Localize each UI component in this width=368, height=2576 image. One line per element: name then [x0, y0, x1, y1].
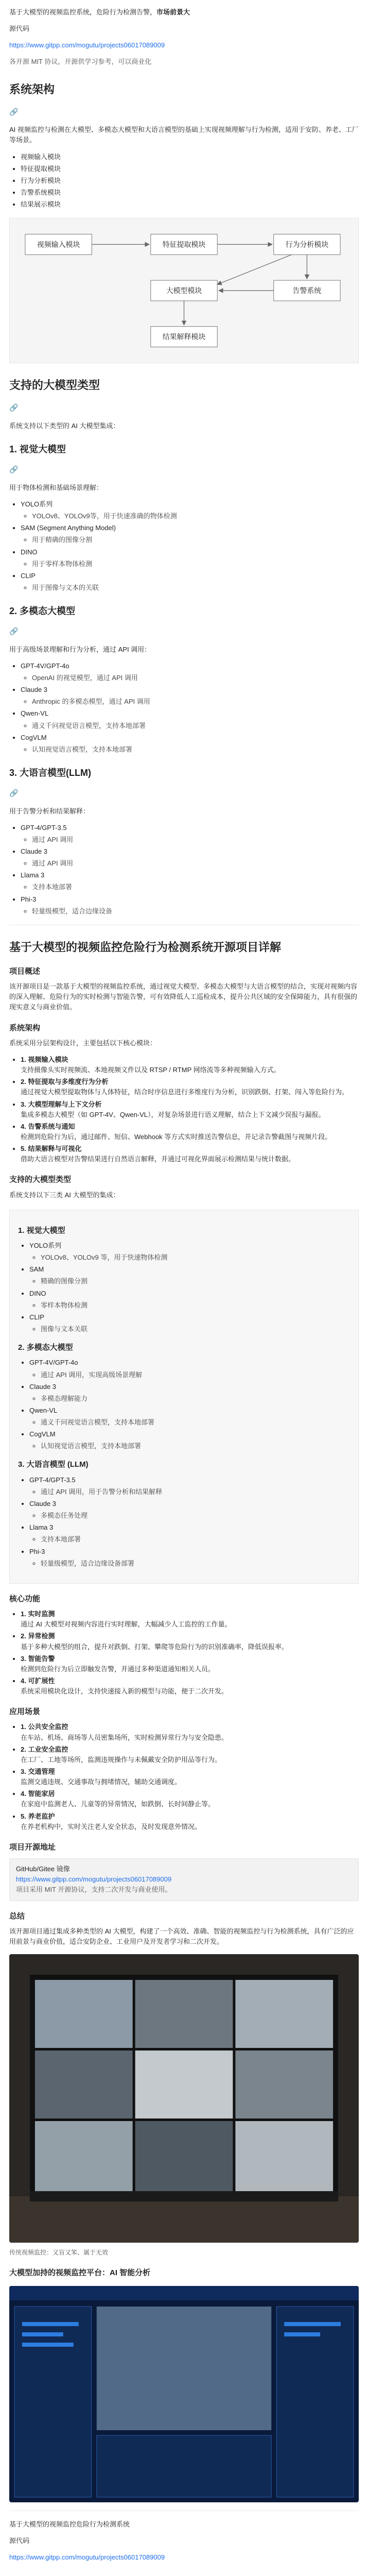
repo-title: 项目开源地址 [9, 1842, 56, 1852]
arch-list-item: • 结果展示模块 [21, 199, 359, 210]
llm-list [9, 823, 359, 917]
support-desc: 系统支持以下三类 AI 大模型的集成： [9, 1191, 120, 1199]
detail-title: 基于大模型的视频监控危险行为检测系统开源项目详解 [9, 940, 282, 954]
sub-item: ◦ 通义千问视觉语言模型，支持本地部署 [32, 721, 359, 731]
sub-item: ◦ 用于零样本物体检测 [32, 559, 359, 569]
architecture-diagram [9, 218, 359, 363]
list-item: • DINO ◦ 用于零样本物体检测 [21, 547, 359, 569]
arch-list-item: • 视频输入模块 [21, 152, 359, 162]
repo-note: 项目采用 MIT 开源协议，支持二次开发与商业使用。 [16, 1886, 172, 1894]
sub-item: ◦ 用于图像与文本的关联 [32, 583, 359, 593]
list-item: • 3. 交通管理 监测交通违规、交通事故与拥堵情况，辅助交通调度。 [21, 1767, 359, 1787]
models-title: 支持的大模型类型 [9, 379, 100, 392]
list-item: • GPT-4/GPT-3.5 ◦ 通过 API 调用 [21, 823, 359, 845]
anchor-link-icon[interactable]: 🔗 [9, 107, 19, 116]
multimodal-title: 2. 多模态大模型 [9, 606, 76, 617]
list-item: • 5. 结果解释与可视化 借助大语言模型对告警结果进行自然语言解释，并通过可视化界面展示检测结果与统计数据。 [21, 1144, 359, 1164]
tech-vision-list [18, 1241, 350, 1334]
llm-title: 3. 大语言模型(LLM) [9, 767, 91, 778]
sub-item: ◦ 用于精确的图像分割 [32, 535, 359, 545]
sub-item: ◦ 通过 API 调用 [32, 835, 359, 845]
llm-desc: 用于告警分析和结果解释： [9, 807, 90, 815]
diagram-node-feature-label: 特征提取模块 [162, 241, 206, 249]
list-item: • 4. 可扩展性 系统采用模块化设计，支持快速接入新的模型与功能，便于二次开发。 [21, 1676, 359, 1697]
arch-desc: AI 视频监控与检测在大模型、多模态大模型和大语言模型的基础上实现视频理解与行为检测，适用于安防、养老、工厂等场景。 [9, 126, 359, 144]
repo-card[interactable] [9, 1858, 359, 1901]
list-item: • CogVLM ◦ 认知视觉语言模型，支持本地部署 [29, 1429, 350, 1451]
intro-note: 各开源 MIT 协议，开源供学习参考，可以商业化 [9, 58, 152, 66]
list-item: • Phi-3 ◦ 轻量级模型，适合边缘设备 [21, 894, 359, 917]
outro-url-link[interactable]: https://www.gitpp.com/mogutu/projects06017089009 [9, 2553, 165, 2562]
list-item: • Phi-3 ◦ 轻量级模型，适合边缘设备部署 [29, 1547, 350, 1569]
sub-item: ◦ YOLOv8、YOLOv9等，用于快速准确的物体检测 [32, 511, 359, 521]
arch-list-item: • 告警系统模块 [21, 188, 359, 198]
repo-name: GitHub/Gitee 镜像 [16, 1865, 70, 1873]
detail-arch-desc: 系统采用分层架构设计，主要包括以下核心模块： [9, 1039, 157, 1047]
summary-text: 该开源项目通过集成多种类型的 AI 大模型，构建了一个高效、准确、智能的视频监控与行为检测系统，具有广泛的应用前景与商业价值，适合安防企业、工业用户及开发者学习和二次开发。 [9, 1927, 354, 1945]
tech-vision-title: 1. 视觉大模型 [18, 1226, 65, 1235]
architecture-diagram-svg [15, 224, 353, 358]
list-item: • GPT-4V/GPT-4o ◦ OpenAI 的视觉模型，通过 API 调用 [21, 661, 359, 683]
cctv-monitor-wall-photo [9, 1954, 359, 2243]
diagram-arrow [217, 255, 291, 285]
list-item: • 3. 大模型理解与上下文分析 集成多模态大模型（如 GPT-4V、Qwen-VL），对复杂场景进行语义理解，结合上下文减少误报与漏报。 [21, 1099, 359, 1120]
overview-text: 该开源项目是一款基于大模型的视频监控系统，通过视觉大模型、多模态大模型与大语言模型的结合，实现对视频内容的深入理解、危险行为的实时检测与智能告警，可有效降低人工巡检成本，提升公共区域的安全保障能力，具有很强的现实意义与商业价值。 [9, 982, 358, 1011]
list-item: • GPT-4V/GPT-4o ◦ 通过 API 调用，实现高级场景理解 [29, 1358, 350, 1380]
tech-llm-title: 3. 大语言模型 (LLM) [18, 1460, 89, 1469]
models-intro: 系统支持以下类型的 AI 大模型集成： [9, 422, 120, 430]
list-item: • 1. 实时监测 通过 AI 大模型对视频内容进行实时理解，大幅减少人工监控的工作量。 [21, 1609, 359, 1630]
list-item: • 5. 养老监护 在养老机构中，实时关注老人安全状态，及时发现意外情况。 [21, 1811, 359, 1832]
anchor-link-icon[interactable]: 🔗 [9, 788, 19, 797]
outro-text: 基于大模型的视频监控危险行为检测系统 [9, 2520, 130, 2528]
tech-llm-list [18, 1475, 350, 1569]
diagram-node-behavior-label: 行为分析模块 [285, 241, 329, 249]
intro-source-label: 源代码 [9, 25, 30, 33]
list-item: • 2. 特征提取与多维度行为分析 通过视觉大模型提取物体与人体特征，结合时序信息进行多维度行为分析，识别跌倒、打架、闯入等危险行为。 [21, 1077, 359, 1097]
sub-item: ◦ 轻量级模型，适合边缘设备 [32, 906, 359, 917]
vision-desc: 用于物体检测和基础场景理解： [9, 483, 103, 492]
ai-dashboard-photo [9, 2286, 359, 2502]
detail-arch-title: 系统架构 [9, 1023, 41, 1032]
list-item: • 4. 告警系统与通知 检测到危险行为后，通过邮件、短信、Webhook 等方式实时推送告警信息，并记录告警截图与视频片段。 [21, 1122, 359, 1142]
multimodal-list [9, 661, 359, 755]
tech-mm-list [18, 1358, 350, 1451]
tech-mm-title: 2. 多模态大模型 [18, 1343, 73, 1352]
list-item: • CLIP ◦ 用于图像与文本的关联 [21, 571, 359, 593]
list-item: • SAM (Segment Anything Model) ◦ 用于精确的图像分割 [21, 523, 359, 545]
multimodal-desc: 用于高级场景理解和行为分析，通过 API 调用： [9, 645, 151, 653]
sub-item: ◦ Anthropic 的多模态模型，通过 API 调用 [32, 697, 359, 707]
detail-arch-list [9, 1055, 359, 1164]
sub-item: ◦ OpenAI 的视觉模型，通过 API 调用 [32, 673, 359, 683]
list-item: • Llama 3 ◦ 支持本地部署 [29, 1522, 350, 1545]
intro-line: 基于大模型的视频监控系统，危险行为检测告警，市场前景大 [9, 8, 190, 16]
diagram-node-alert-label: 告警系统 [292, 287, 322, 296]
list-item: • GPT-4/GPT-3.5 ◦ 通过 API 调用，用于告警分析和结果解释 [29, 1475, 350, 1497]
list-item: • Claude 3 ◦ Anthropic 的多模态模型，通过 API 调用 [21, 685, 359, 707]
vision-list [9, 499, 359, 593]
outro-source-label: 源代码 [9, 2537, 30, 2545]
list-item: • CogVLM ◦ 认知视觉语言模型，支持本地部署 [21, 733, 359, 755]
scenarios-title: 应用场景 [9, 1707, 41, 1717]
list-item: • Llama 3 ◦ 支持本地部署 [21, 870, 359, 892]
overview-title: 项目概述 [9, 967, 41, 976]
anchor-link-icon[interactable]: 🔗 [9, 403, 19, 412]
list-item: • 3. 智能告警 检测到危险行为后立即触发告警，并通过多种渠道通知相关人员。 [21, 1654, 359, 1674]
diagram-node-video-input-label: 视频输入模块 [37, 241, 80, 249]
tech-block [9, 1210, 359, 1584]
anchor-link-icon[interactable]: 🔗 [9, 465, 19, 474]
list-item: • YOLO系列 ◦ YOLOv8、YOLOv9等，用于快速准确的物体检测 [21, 499, 359, 521]
arch-list [9, 152, 359, 210]
list-item: • Claude 3 ◦ 通过 API 调用 [21, 846, 359, 869]
sub-item: ◦ 认知视觉语言模型，支持本地部署 [32, 744, 359, 755]
support-title: 支持的大模型类型 [9, 1175, 72, 1184]
arch-list-item: • 行为分析模块 [21, 176, 359, 186]
arch-title: 系统架构 [9, 82, 55, 96]
features-title: 核心功能 [9, 1594, 41, 1603]
sub-item: ◦ 通过 API 调用 [32, 858, 359, 869]
list-item: • Qwen-VL ◦ 通义千问视觉语言模型，支持本地部署 [29, 1405, 350, 1428]
diagram-node-llm-label: 大模型模块 [166, 287, 202, 296]
anchor-link-icon[interactable]: 🔗 [9, 626, 19, 635]
monitor-grid [35, 1980, 333, 2192]
list-item: • 4. 智能家居 在家庭中监测老人、儿童等的异常情况，如跌倒、长时间静止等。 [21, 1789, 359, 1809]
sub-item: ◦ 支持本地部署 [32, 882, 359, 892]
photo2-title: 大模型加持的视频监控平台：AI 智能分析 [9, 2268, 151, 2277]
list-item: • YOLO系列 ◦ YOLOv8、YOLOv9 等，用于快速物体检测 [29, 1241, 350, 1263]
list-item: • DINO ◦ 零样本物体检测 [29, 1289, 350, 1311]
features-list [9, 1609, 359, 1697]
list-item: • 1. 视频输入模块 支持摄像头实时视频流、本地视频文件以及 RTSP / RTMP 网络流等多种视频输入方式。 [21, 1055, 359, 1075]
intro-url-link[interactable]: https://www.gitpp.com/mogutu/projects06017089009 [9, 41, 165, 49]
list-item: • 2. 工业安全监控 在工厂、工地等场所，监测违规操作与未佩戴安全防护用品等行为。 [21, 1744, 359, 1765]
repo-url-link[interactable]: https://www.gitpp.com/mogutu/projects06017089009 [16, 1875, 172, 1884]
list-item: • SAM ◦ 精确的图像分割 [29, 1264, 350, 1286]
list-item: • Claude 3 ◦ 多模态理解能力 [29, 1382, 350, 1404]
list-item: • Qwen-VL ◦ 通义千问视觉语言模型，支持本地部署 [21, 708, 359, 731]
arch-list-item: • 特征提取模块 [21, 164, 359, 174]
list-item: • 2. 异常检测 基于多种大模型的组合，提升对跌倒、打架、攀爬等危险行为的识别准确率，降低误报率。 [21, 1631, 359, 1652]
diagram-node-result-label: 结果解释模块 [162, 333, 206, 342]
summary-title: 总结 [9, 1911, 25, 1921]
intro-bold: 市场前景大 [156, 8, 190, 16]
list-item: • 1. 公共安全监控 在车站、机场、商场等人员密集场所，实时检测异常行为与安全隐患。 [21, 1722, 359, 1742]
list-item: • Claude 3 ◦ 多模态任务处理 [29, 1499, 350, 1521]
photo1-caption: 传统视频监控：又盲又笨、属于无效 [9, 2249, 109, 2257]
scenarios-list [9, 1722, 359, 1832]
vision-title: 1. 视觉大模型 [9, 444, 66, 455]
list-item: • CLIP ◦ 图像与文本关联 [29, 1312, 350, 1334]
